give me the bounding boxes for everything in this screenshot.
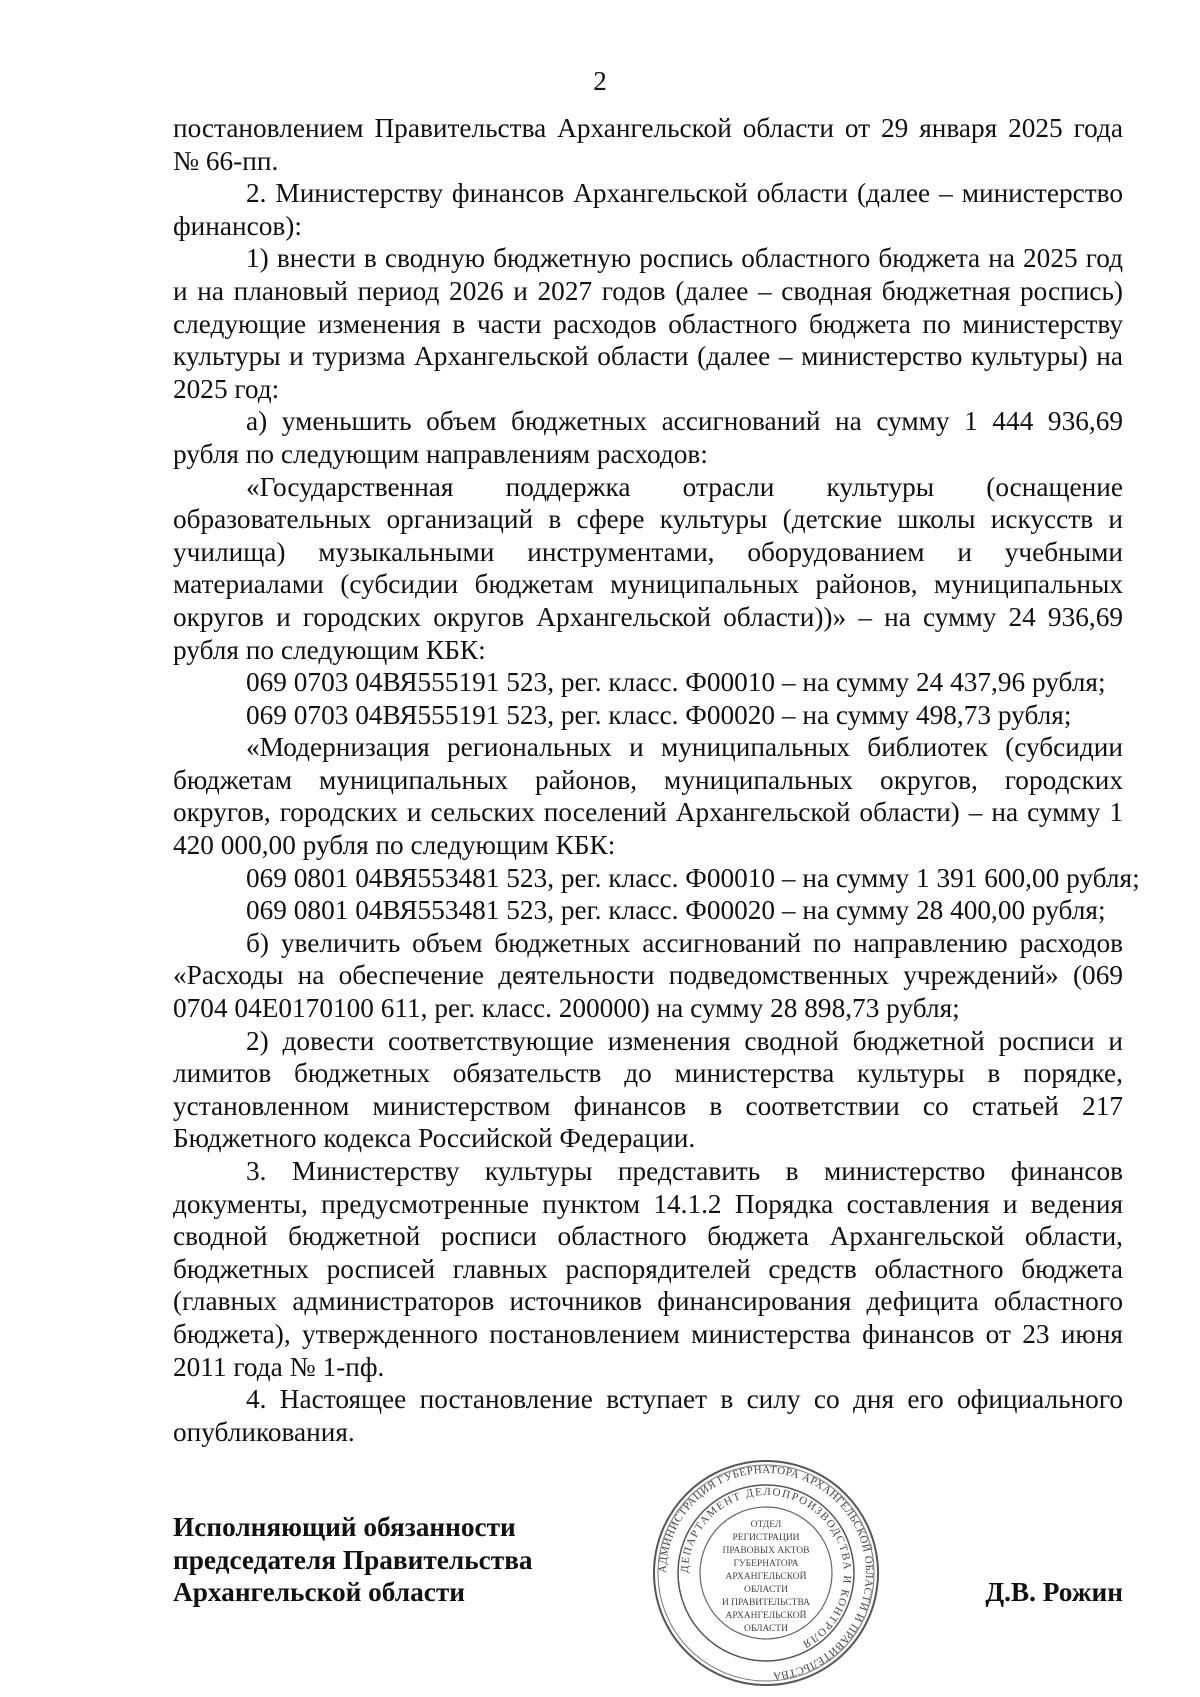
stamp-outer-text: АДМИНИСТРАЦИЯ ГУБЕРНАТОРА АРХАНГЕЛЬСКОЙ ОБЛАСТИ И ПРАВИТЕЛЬСТВА <box>656 1463 876 1682</box>
stamp-center-line: ГУБЕРНАТОРА <box>733 1559 799 1569</box>
paragraph-subitem-b: б) увеличить объем бюджетных ассигнований по направлению расходов «Расходы на обеспечение деятельности подведомственных учреждений» (069 0704 04Е0170100 611, рег. класс. 200000) на сумму 28 898,73 рубля; <box>173 927 1123 1024</box>
paragraph-subitem-1: 1) внести в сводную бюджетную роспись областного бюджета на 2025 год и на плановый период 2026 и 2027 годов (далее – сводная бюджетная роспись) следующие изменения в части расходов областного бюджета по министерству культуры и туризма Архангельской области (далее – министерство культуры) на 2025 год: <box>173 243 1123 404</box>
stamp-center-line: ОБЛАСТИ <box>744 1585 788 1595</box>
kbk-line: 069 0703 04ВЯ555191 523, рег. класс. Ф00010 – на сумму 24 437,96 рубля; <box>246 667 1106 698</box>
document-body <box>173 112 1140 1448</box>
page-number: 2 <box>593 66 607 96</box>
kbk-line: 069 0801 04ВЯ553481 523, рег. класс. Ф00020 – на сумму 28 400,00 рубля; <box>246 895 1106 926</box>
signatory-title-line: Архангельской области <box>173 1577 465 1608</box>
kbk-line: 069 0703 04ВЯ555191 523, рег. класс. Ф00020 – на сумму 498,73 рубля; <box>246 699 1072 730</box>
paragraph-expense-direction-libraries: «Модернизация региональных и муниципальных библиотек (субсидии бюджетам муниципальных районов, муниципальных округов, городских округов, городских и сельских поселений Архангельской области) – на сумму 1 420 000,00 рубля по следующим КБК: <box>173 732 1123 861</box>
stamp-center-line: АРХАНГЕЛЬСКОЙ <box>725 1572 807 1582</box>
stamp-ring-text: ДЕПАРТАМЕНТ ДЕЛОПРОИЗВОДСТВА И КОНТРОЛЯ <box>678 1485 854 1651</box>
paragraph-item-4: 4. Настоящее постановление вступает в силу со дня его официального опубликования. <box>173 1384 1123 1447</box>
official-stamp <box>650 1457 882 1689</box>
stamp-center-line: ПРАВОВЫХ АКТОВ <box>722 1546 810 1556</box>
stamp-center-line: И ПРАВИТЕЛЬСТВА <box>721 1598 811 1608</box>
paragraph-subitem-a: а) уменьшить объем бюджетных ассигнований на сумму 1 444 936,69 рубля по следующим направлениям расходов: <box>173 406 1123 469</box>
signatory-title <box>173 1511 533 1609</box>
paragraph-continuation: постановлением Правительства Архангельской области от 29 января 2025 года № 66-пп. <box>173 113 1123 176</box>
stamp-center-line: ОТДЕЛ <box>750 1520 782 1530</box>
paragraph-subitem-2: 2) довести соответствующие изменения сводной бюджетной росписи и лимитов бюджетных обязательств до министерства культуры в порядке, установленном министерством финансов в соответствии со статьей 217 Бюджетного кодекса Российской Федерации. <box>173 1025 1123 1154</box>
stamp-center-line: ОБЛАСТИ <box>744 1624 788 1634</box>
signatory-title-line: Исполняющий обязанности <box>173 1512 516 1542</box>
kbk-line: 069 0801 04ВЯ553481 523, рег. класс. Ф00010 – на сумму 1 391 600,00 рубля; <box>246 862 1140 893</box>
signatory-name: Д.В. Рожин <box>985 1577 1123 1607</box>
paragraph-item-3: 3. Министерству культуры представить в министерство финансов документы, предусмотренные пунктом 14.1.2 Порядка составления и ведения сводной бюджетной росписи областного бюджета Архангельской области, бюджетных росписей главных распорядителей средств областного бюджета (главных администраторов источников финансирования дефицита областного бюджета), утвержденного постановлением министерства финансов от 23 июня 2011 года № 1-пф. <box>173 1156 1123 1382</box>
stamp-center-line: АРХАНГЕЛЬСКОЙ <box>725 1611 807 1621</box>
paragraph-item-2: 2. Министерству финансов Архангельской области (далее – министерство финансов): <box>173 178 1123 241</box>
paragraph-expense-direction-culture: «Государственная поддержка отрасли культуры (оснащение образовательных организаций в сфере культуры (детские школы искусств и училища) музыкальными инструментами, оборудованием и учебными материалами (субсидии бюджетам муниципальных районов, муниципальных округов и городских округов Архангельской области))» – на сумму 24 936,69 рубля по следующим КБК: <box>173 471 1123 665</box>
signatory-title-line: председателя Правительства <box>173 1544 533 1575</box>
stamp-center-line: РЕГИСТРАЦИИ <box>732 1533 800 1543</box>
